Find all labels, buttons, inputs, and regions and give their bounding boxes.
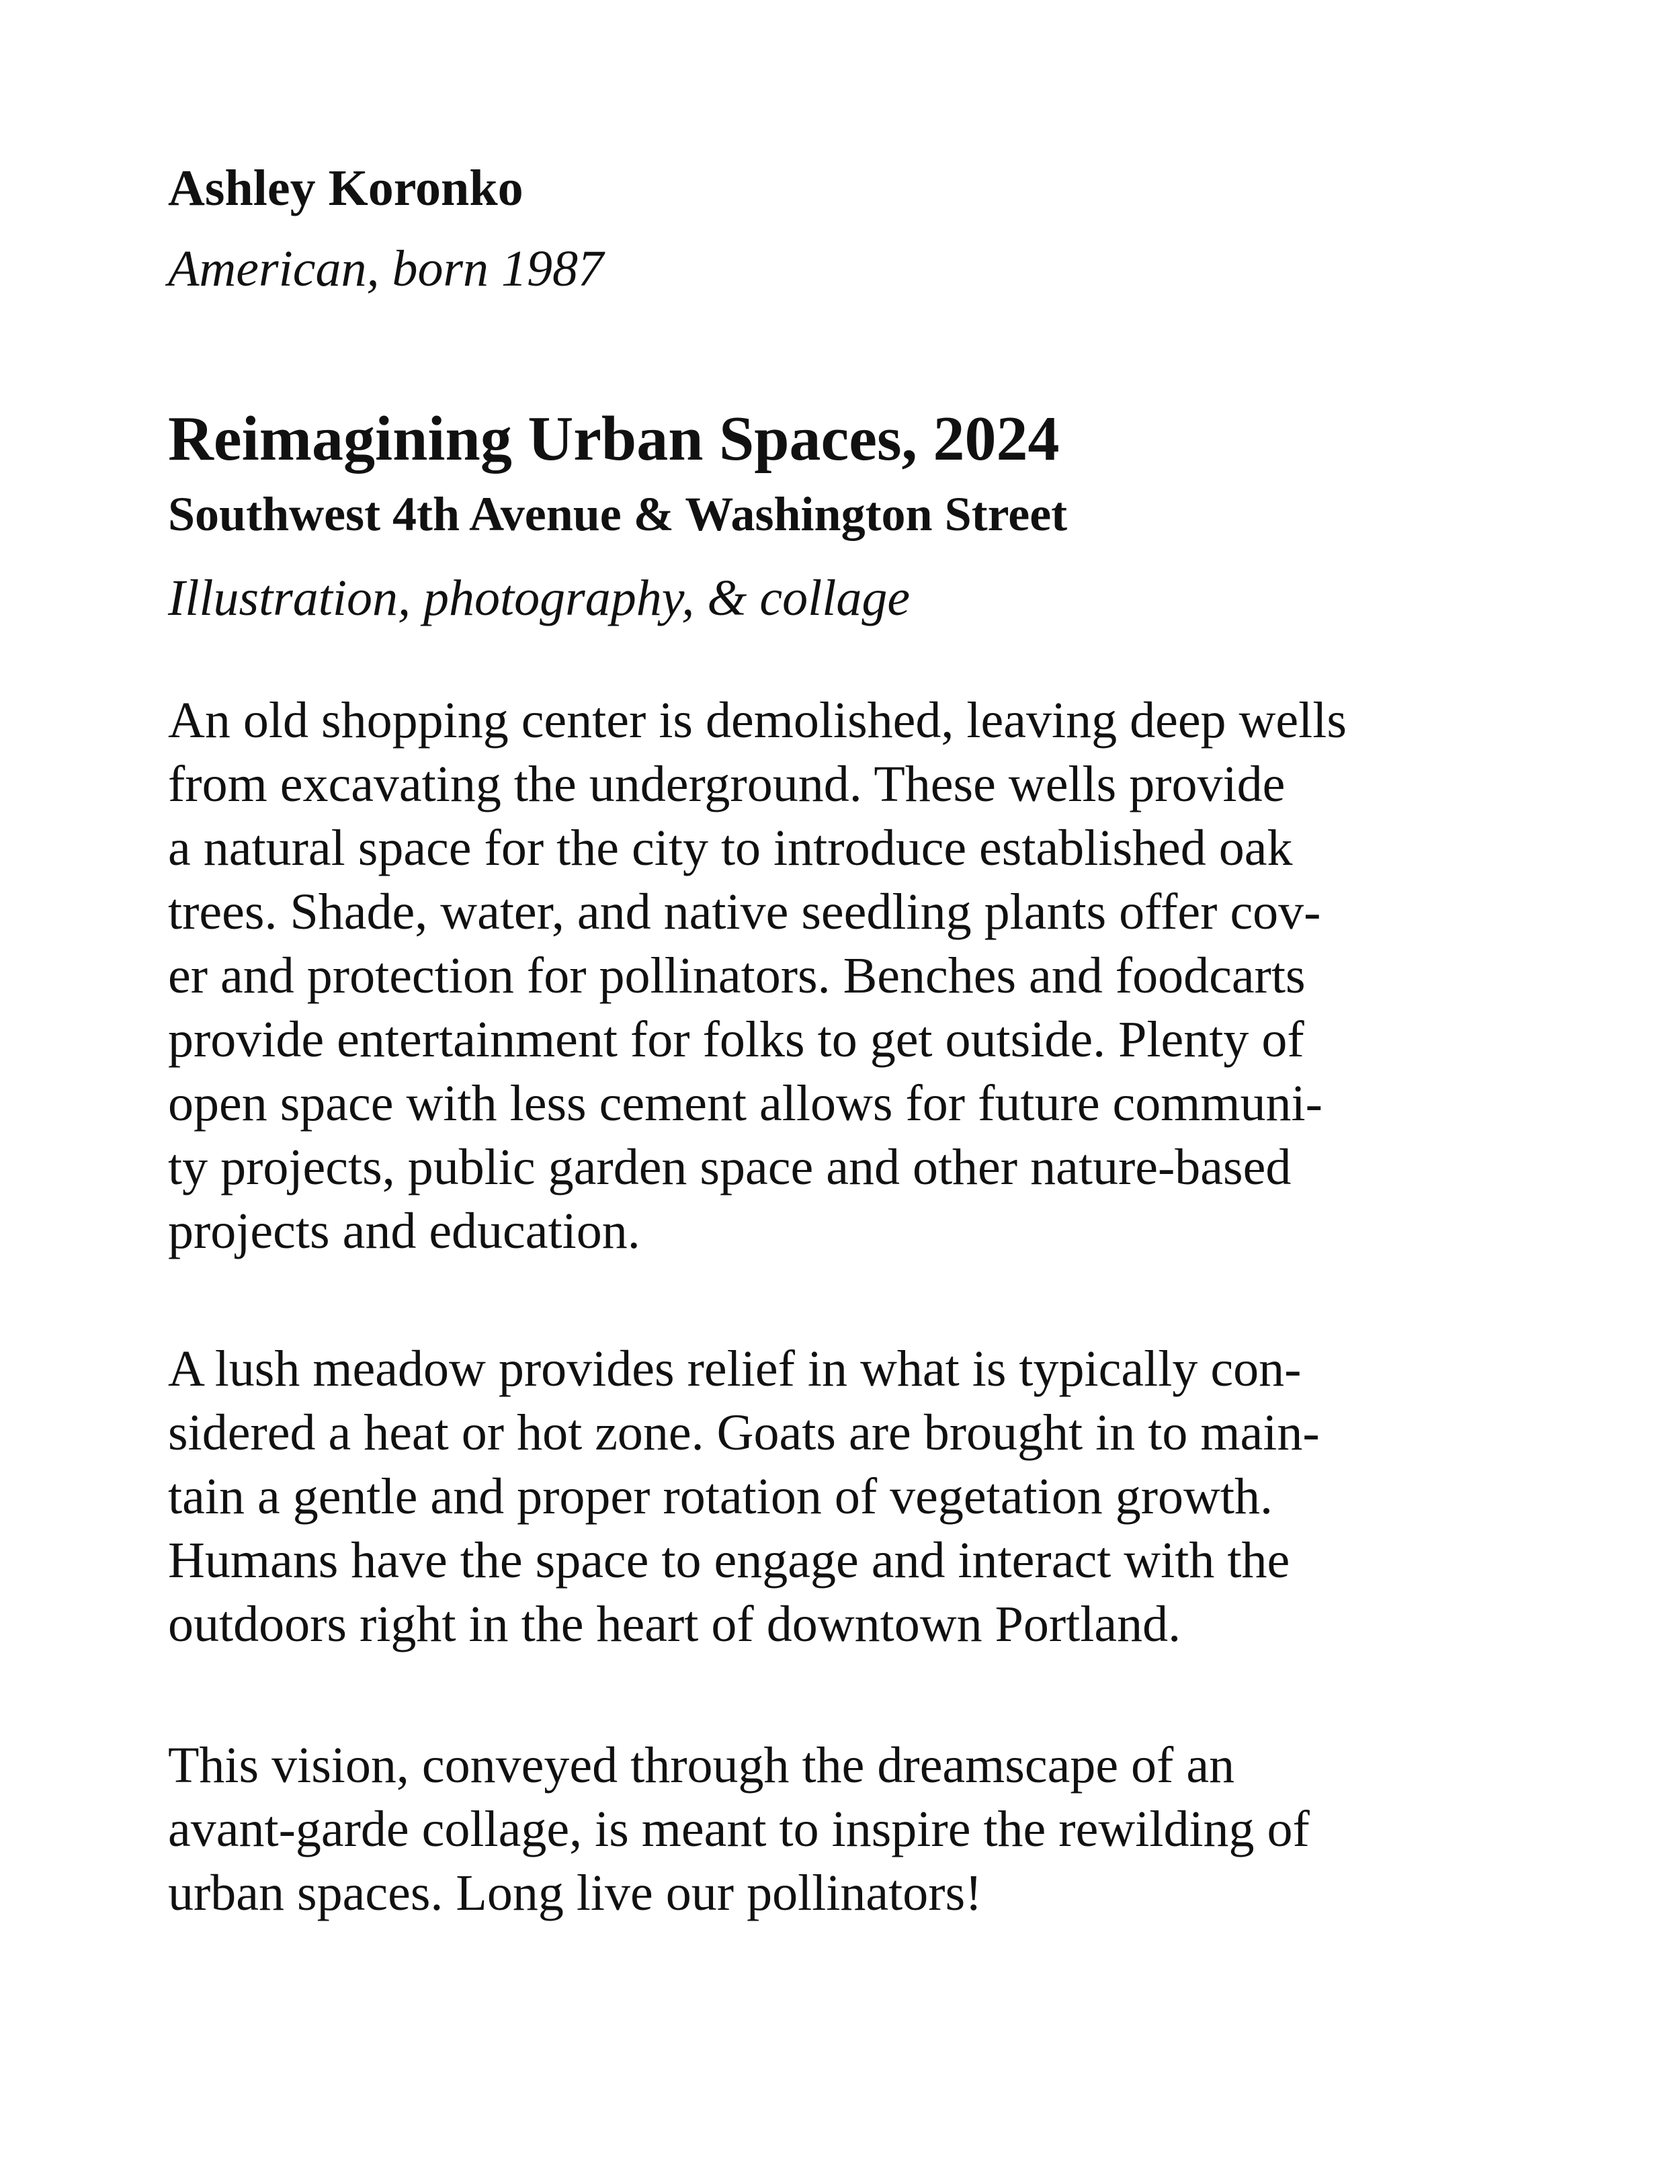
text-line: tain a gentle and proper rotation of vegetation growth. bbox=[168, 1468, 1273, 1525]
description-paragraph bbox=[168, 689, 1347, 1263]
text-line: open space with less cement allows for future communi- bbox=[168, 1075, 1322, 1132]
text-line: Humans have the space to engage and interact with the bbox=[168, 1532, 1290, 1589]
text-line: An old shopping center is demolished, leaving deep wells bbox=[168, 692, 1347, 749]
text-line: projects and education. bbox=[168, 1203, 640, 1259]
text-line: from excavating the underground. These wells provide bbox=[168, 756, 1286, 812]
text-line: er and protection for pollinators. Benches and foodcarts bbox=[168, 948, 1306, 1004]
description-paragraph bbox=[168, 1337, 1320, 1656]
text-line: sidered a heat or hot zone. Goats are brought in to main- bbox=[168, 1404, 1320, 1461]
artwork-title: Reimagining Urban Spaces, 2024 bbox=[168, 404, 1060, 474]
text-line: outdoors right in the heart of downtown Portland. bbox=[168, 1596, 1181, 1652]
artwork-location: Southwest 4th Avenue & Washington Street bbox=[168, 487, 1068, 541]
text-line: trees. Shade, water, and native seedling plants offer cov- bbox=[168, 884, 1321, 940]
text-line: provide entertainment for folks to get outside. Plenty of bbox=[168, 1011, 1304, 1068]
text-line: urban spaces. Long live our pollinators! bbox=[168, 1865, 982, 1921]
text-line: a natural space for the city to introduce established oak bbox=[168, 820, 1293, 876]
artwork-medium: Illustration, photography, & collage bbox=[168, 570, 911, 626]
text-line: avant-garde collage, is meant to inspire the rewilding of bbox=[168, 1801, 1310, 1857]
artist-name: Ashley Koronko bbox=[168, 160, 523, 216]
description-paragraph bbox=[168, 1734, 1310, 1925]
text-line: A lush meadow provides relief in what is typically con- bbox=[168, 1341, 1302, 1397]
artist-nationality-birth: American, born 1987 bbox=[168, 241, 604, 297]
text-line: ty projects, public garden space and other nature-based bbox=[168, 1139, 1292, 1195]
text-line: This vision, conveyed through the dreamscape of an bbox=[168, 1737, 1235, 1794]
